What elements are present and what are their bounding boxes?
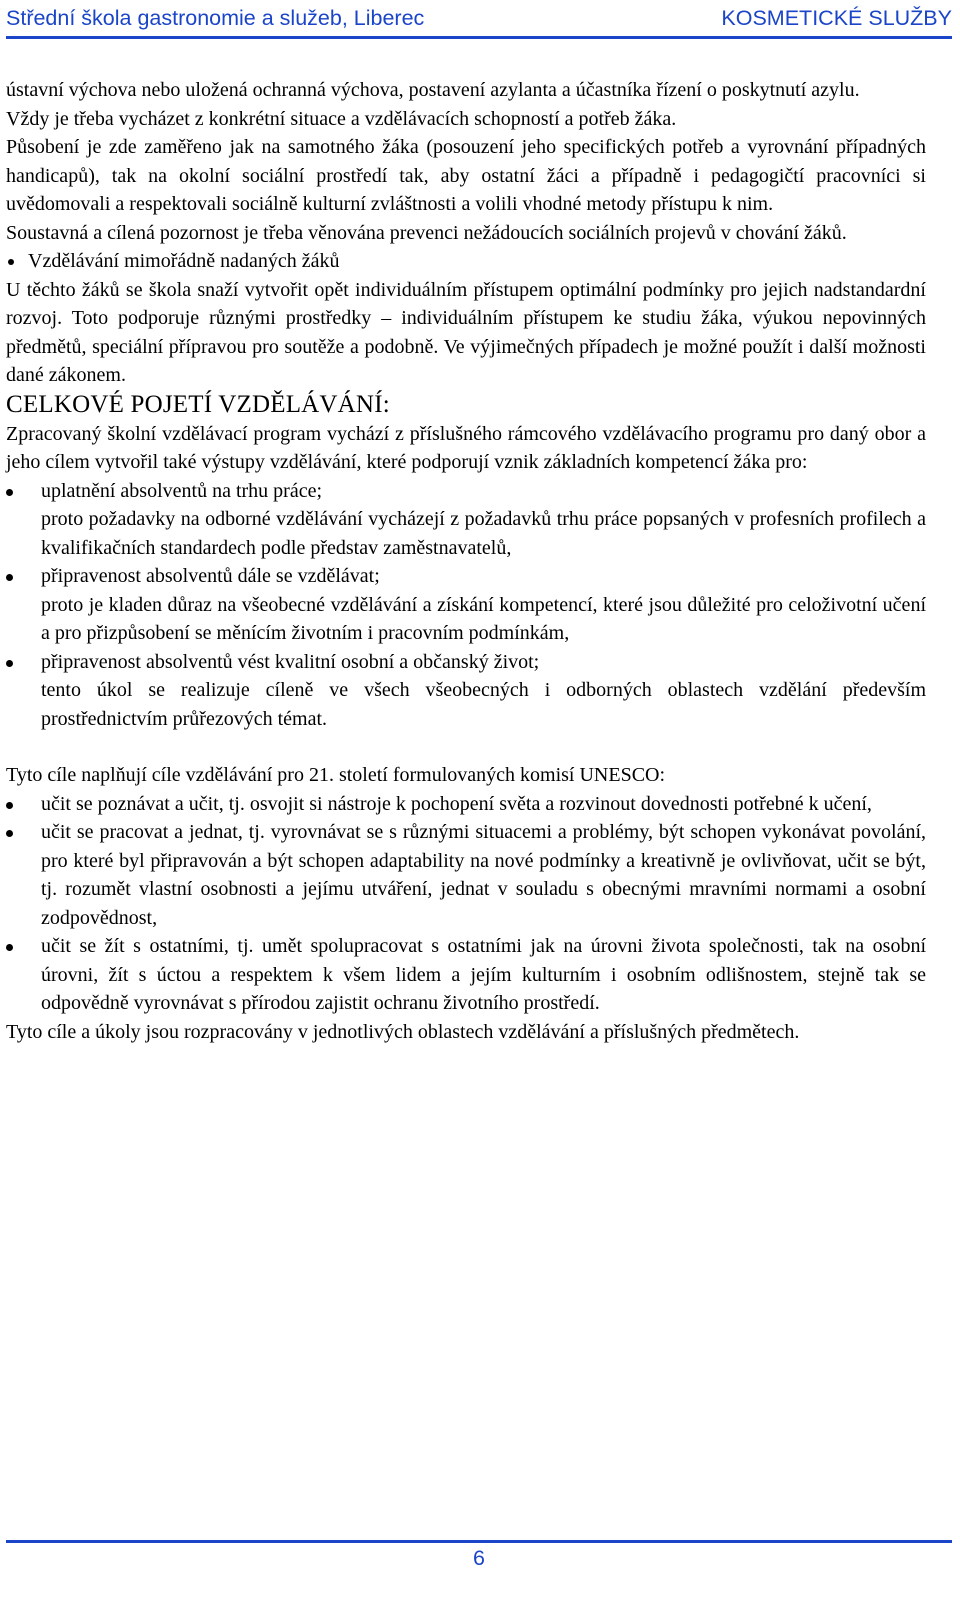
intro-paragraph-4: Soustavná a cílená pozornost je třeba věnována prevenci nežádoucích sociálních projevů v chování žáků. [6,221,847,244]
intro-paragraph-3: Působení je zde zaměřeno jak na samotného žáka (posouzení jeho specifických potřeb a vyrovnání případných handicapů), tak na okolní sociální prostředí tak, aby ostatní žáci a případně i pedagogičtí pracovníci si uvědomovali a respektovali sociálně kulturní zvláštnosti a volili vhodné metody přístupu k nim. [6,136,926,215]
competence-title: připravenost absolventů vést kvalitní osobní a občanský život; [41,650,540,673]
list-item [6,477,926,563]
intro-paragraph-5: U těchto žáků se škola snaží vytvořit opět individuálním přístupem optimální podmínky pro jejich nadstandardní rozvoj. Toto podporuje různými prostředky – individuálním přístupem ke studiu žáka, výukou nepovinných předmětů, speciální přípravou pro soutěže a podobně. Ve výjimečných případech je možné použít i další možnosti dané zákonem. [6,278,926,386]
bullet-icon [8,259,14,265]
competence-title: uplatnění absolventů na trhu práce; [41,479,323,502]
page-header [6,4,952,39]
section-heading: CELKOVÉ POJETÍ VZDĚLÁVÁNÍ: [6,390,390,418]
school-name: Střední škola gastronomie a služeb, Liberec [6,6,425,30]
unesco-item-text: učit se žít s ostatními, tj. umět spolupracovat s ostatními jak na úrovni života společnosti, tak na osobní úrovni, žít s úctou a respektem k všem lidem a jejím kulturním i osobním odlišnostem, stejně tak se odpovědně vyrovnávat s přírodou zajistit ochranu životního prostředí. [41,935,926,1014]
unesco-item-text: učit se poznávat a učit, tj. osvojit si nástroje k pochopení světa a rozvinout dovednosti potřebné k učení, [41,792,872,815]
competence-title: připravenost absolventů dále se vzdělávat; [41,565,380,587]
unesco-closing: Tyto cíle a úkoly jsou rozpracovány v jednotlivých oblastech vzdělávání a příslušných předmětech. [6,1020,800,1043]
intro-paragraph-1: ústavní výchova nebo uložená ochranná výchova, postavení azylanta a účastníka řízení o poskytnutí azylu. [6,79,860,101]
bullet-icon [6,802,13,809]
list-item [6,648,926,734]
bullet-icon [6,660,13,667]
competence-text: tento úkol se realizuje cíleně ve všech všeobecných i odborných oblastech vzdělání především prostřednictvím průřezových témat. [41,679,926,730]
list-item [6,790,926,819]
bullet-icon [6,944,13,951]
list-item [6,818,926,932]
unesco-list [6,790,926,1018]
intro-paragraph-2: Vždy je třeba vycházet z konkrétní situace a vzdělávacích schopností a potřeb žáka. [6,107,677,130]
competence-list [6,477,926,734]
concept-lead: Zpracovaný školní vzdělávací program vychází z příslušného rámcového vzdělávacího programu pro daný obor a jeho cílem vytvořil také výstupy vzdělávání, které podporují vznik základních kompetencí žáka pro: [6,422,926,473]
gifted-list [6,247,926,276]
competence-text: proto je kladen důraz na všeobecné vzdělávání a získání kompetencí, které jsou důležité pro celoživotní učení a pro přizpůsobení se měnícím životním i pracovním podmínkám, [41,593,926,644]
page-footer [6,1540,952,1571]
page-number: 6 [473,1546,485,1570]
competence-text: proto požadavky na odborné vzdělávání vycházejí z požadavků trhu práce popsaných v profesních profilech a kvalifikačních standardech podle představ zaměstnavatelů, [41,508,926,559]
unesco-item-text: učit se pracovat a jednat, tj. vyrovnávat se s různými situacemi a problémy, být schopen vykonávat povolání, pro které byl připravován a být schopen adaptability na nové podmínky a kreativně je ovlivňovat, učit se být, tj. rozumět vlastní osobnosti a jejímu utváření, jednat v souladu s obecnými mravními normami a osobní zodpovědnost, [41,821,926,929]
document-body [6,76,926,1046]
list-item [6,562,926,648]
bullet-icon [6,489,13,496]
bullet-icon [6,574,13,581]
unesco-lead: Tyto cíle naplňují cíle vzdělávání pro 21. století formulovaných komisí UNESCO: [6,764,666,786]
program-name: KOSMETICKÉ SLUŽBY [721,6,952,30]
gifted-bullet-text: Vzdělávání mimořádně nadaných žáků [28,250,340,272]
list-item [6,247,926,276]
bullet-icon [6,830,13,837]
spacer [6,733,926,761]
list-item [6,932,926,1018]
